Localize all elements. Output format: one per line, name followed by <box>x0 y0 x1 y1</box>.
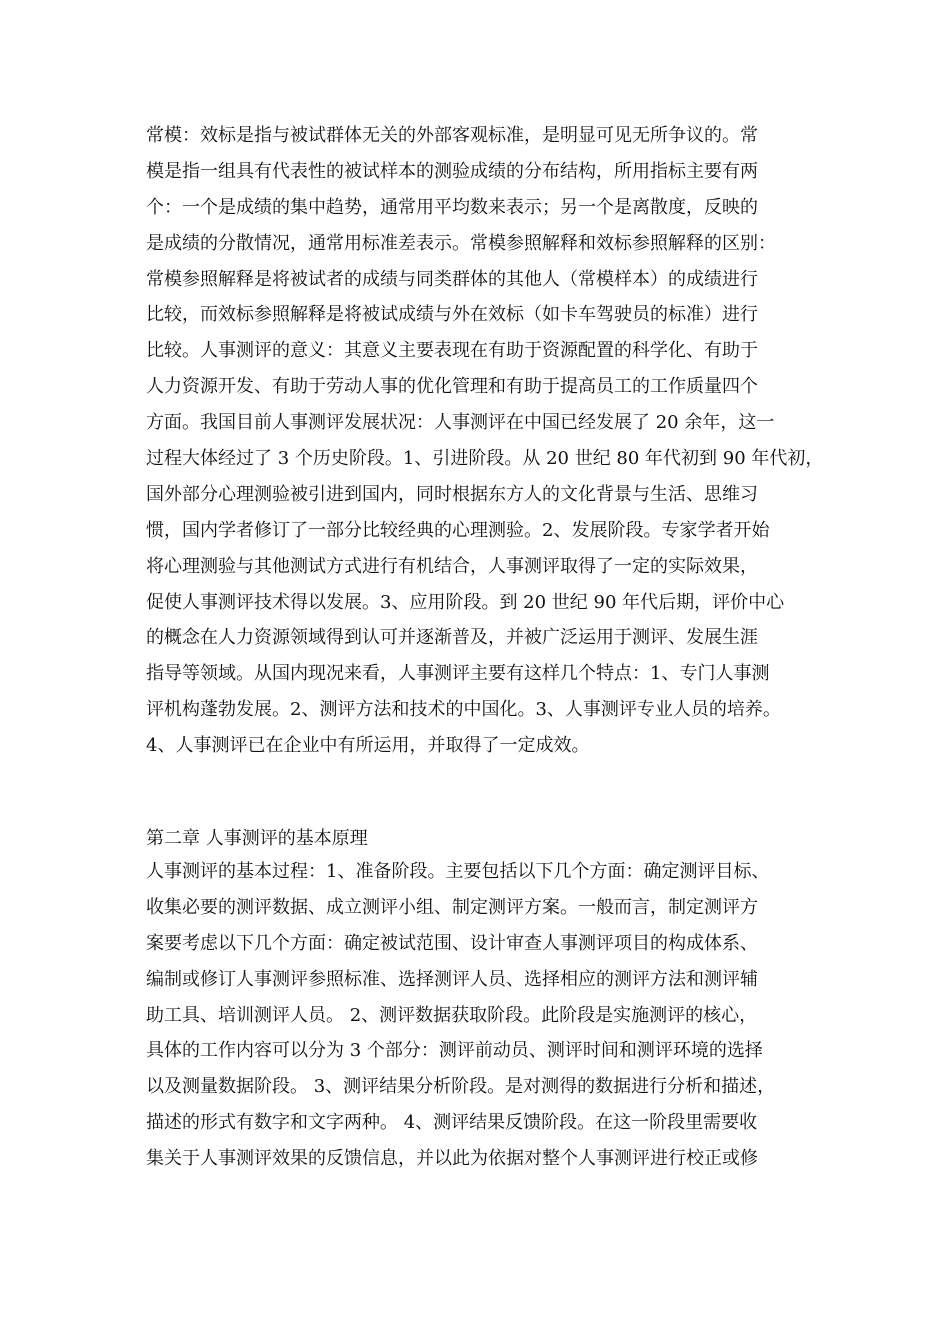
text-line: 过程大体经过了 3 个历史阶段。1、引进阶段。从 20 世纪 80 年代初到 90 年代初， <box>146 448 824 470</box>
paragraph-assessment-process <box>146 854 826 1177</box>
text-line: 人力资源开发、有助于劳动人事的优化管理和有助于提高员工的工作质量四个 <box>146 376 758 398</box>
text-line: 指导等领域。从国内现况来看，人事测评主要有这样几个特点：1、专门人事测 <box>146 663 770 685</box>
text-line: 国外部分心理测验被引进到国内，同时根据东方人的文化背景与生活、思维习 <box>146 483 758 505</box>
text-line: 模是指一组具有代表性的被试样本的测验成绩的分布结构，所用指标主要有两 <box>146 160 758 182</box>
text-line: 常模参照解释是将被试者的成绩与同类群体的其他人（常模样本）的成绩进行 <box>146 268 758 290</box>
text-line: 助工具、培训测评人员。 2、测评数据获取阶段。此阶段是实施测评的核心， <box>146 1004 758 1026</box>
text-line: 的概念在人力资源领域得到认可并逐渐普及，并被广泛运用于测评、发展生涯 <box>146 627 758 649</box>
text-line: 4、人事测评已在企业中有所运用，并取得了一定成效。 <box>146 735 590 757</box>
text-line: 个：一个是成绩的集中趋势，通常用平均数来表示；另一个是离散度，反映的 <box>146 196 758 218</box>
text-line: 以及测量数据阶段。 3、测评结果分析阶段。是对测得的数据进行分析和描述， <box>146 1076 776 1098</box>
text-line: 是成绩的分散情况，通常用标准差表示。常模参照解释和效标参照解释的区别： <box>146 232 776 254</box>
text-line: 描述的形式有数字和文字两种。 4、测评结果反馈阶段。在这一阶段里需要收 <box>146 1112 758 1134</box>
text-line: 比较，而效标参照解释是将被试成绩与外在效标（如卡车驾驶员的标准）进行 <box>146 304 758 326</box>
text-line: 常模：效标是指与被试群体无关的外部客观标准，是明显可见无所争议的。常 <box>146 125 758 146</box>
text-line: 促使人事测评技术得以发展。3、应用阶段。到 20 世纪 90 年代后期，评价中心 <box>146 591 785 613</box>
text-line: 具体的工作内容可以分为 3 个部分：测评前动员、测评时间和测评环境的选择 <box>146 1040 763 1062</box>
text-line: 方面。我国目前人事测评发展状况：人事测评在中国已经发展了 20 余年，这一 <box>146 412 775 434</box>
text-line: 将心理测验与其他测试方式进行有机结合，人事测评取得了一定的实际效果， <box>146 555 758 577</box>
text-line: 比较。人事测评的意义：其意义主要表现在有助于资源配置的科学化、有助于 <box>146 340 758 362</box>
text-line: 评机构蓬勃发展。2、测评方法和技术的中国化。3、人事测评专业人员的培养。 <box>146 699 781 721</box>
text-line: 收集必要的测评数据、成立测评小组、制定测评方案。一般而言，制定测评方 <box>146 896 758 918</box>
text-line: 惯，国内学者修订了一部分比较经典的心理测验。2、发展阶段。专家学者开始 <box>146 519 770 541</box>
text-line: 编制或修订人事测评参照标准、选择测评人员、选择相应的测评方法和测评辅 <box>146 968 758 990</box>
text-line: 集关于人事测评效果的反馈信息，并以此为依据对整个人事测评进行校正或修 <box>146 1148 758 1170</box>
text-line: 人事测评的基本过程：1、准备阶段。主要包括以下几个方面：确定测评目标、 <box>146 861 770 882</box>
chapter-heading: 第二章 人事测评的基本原理 <box>146 828 368 849</box>
paragraph-norms-and-development <box>146 118 826 764</box>
text-line: 案要考虑以下几个方面：确定被试范围、设计审查人事测评项目的构成体系、 <box>146 932 758 954</box>
